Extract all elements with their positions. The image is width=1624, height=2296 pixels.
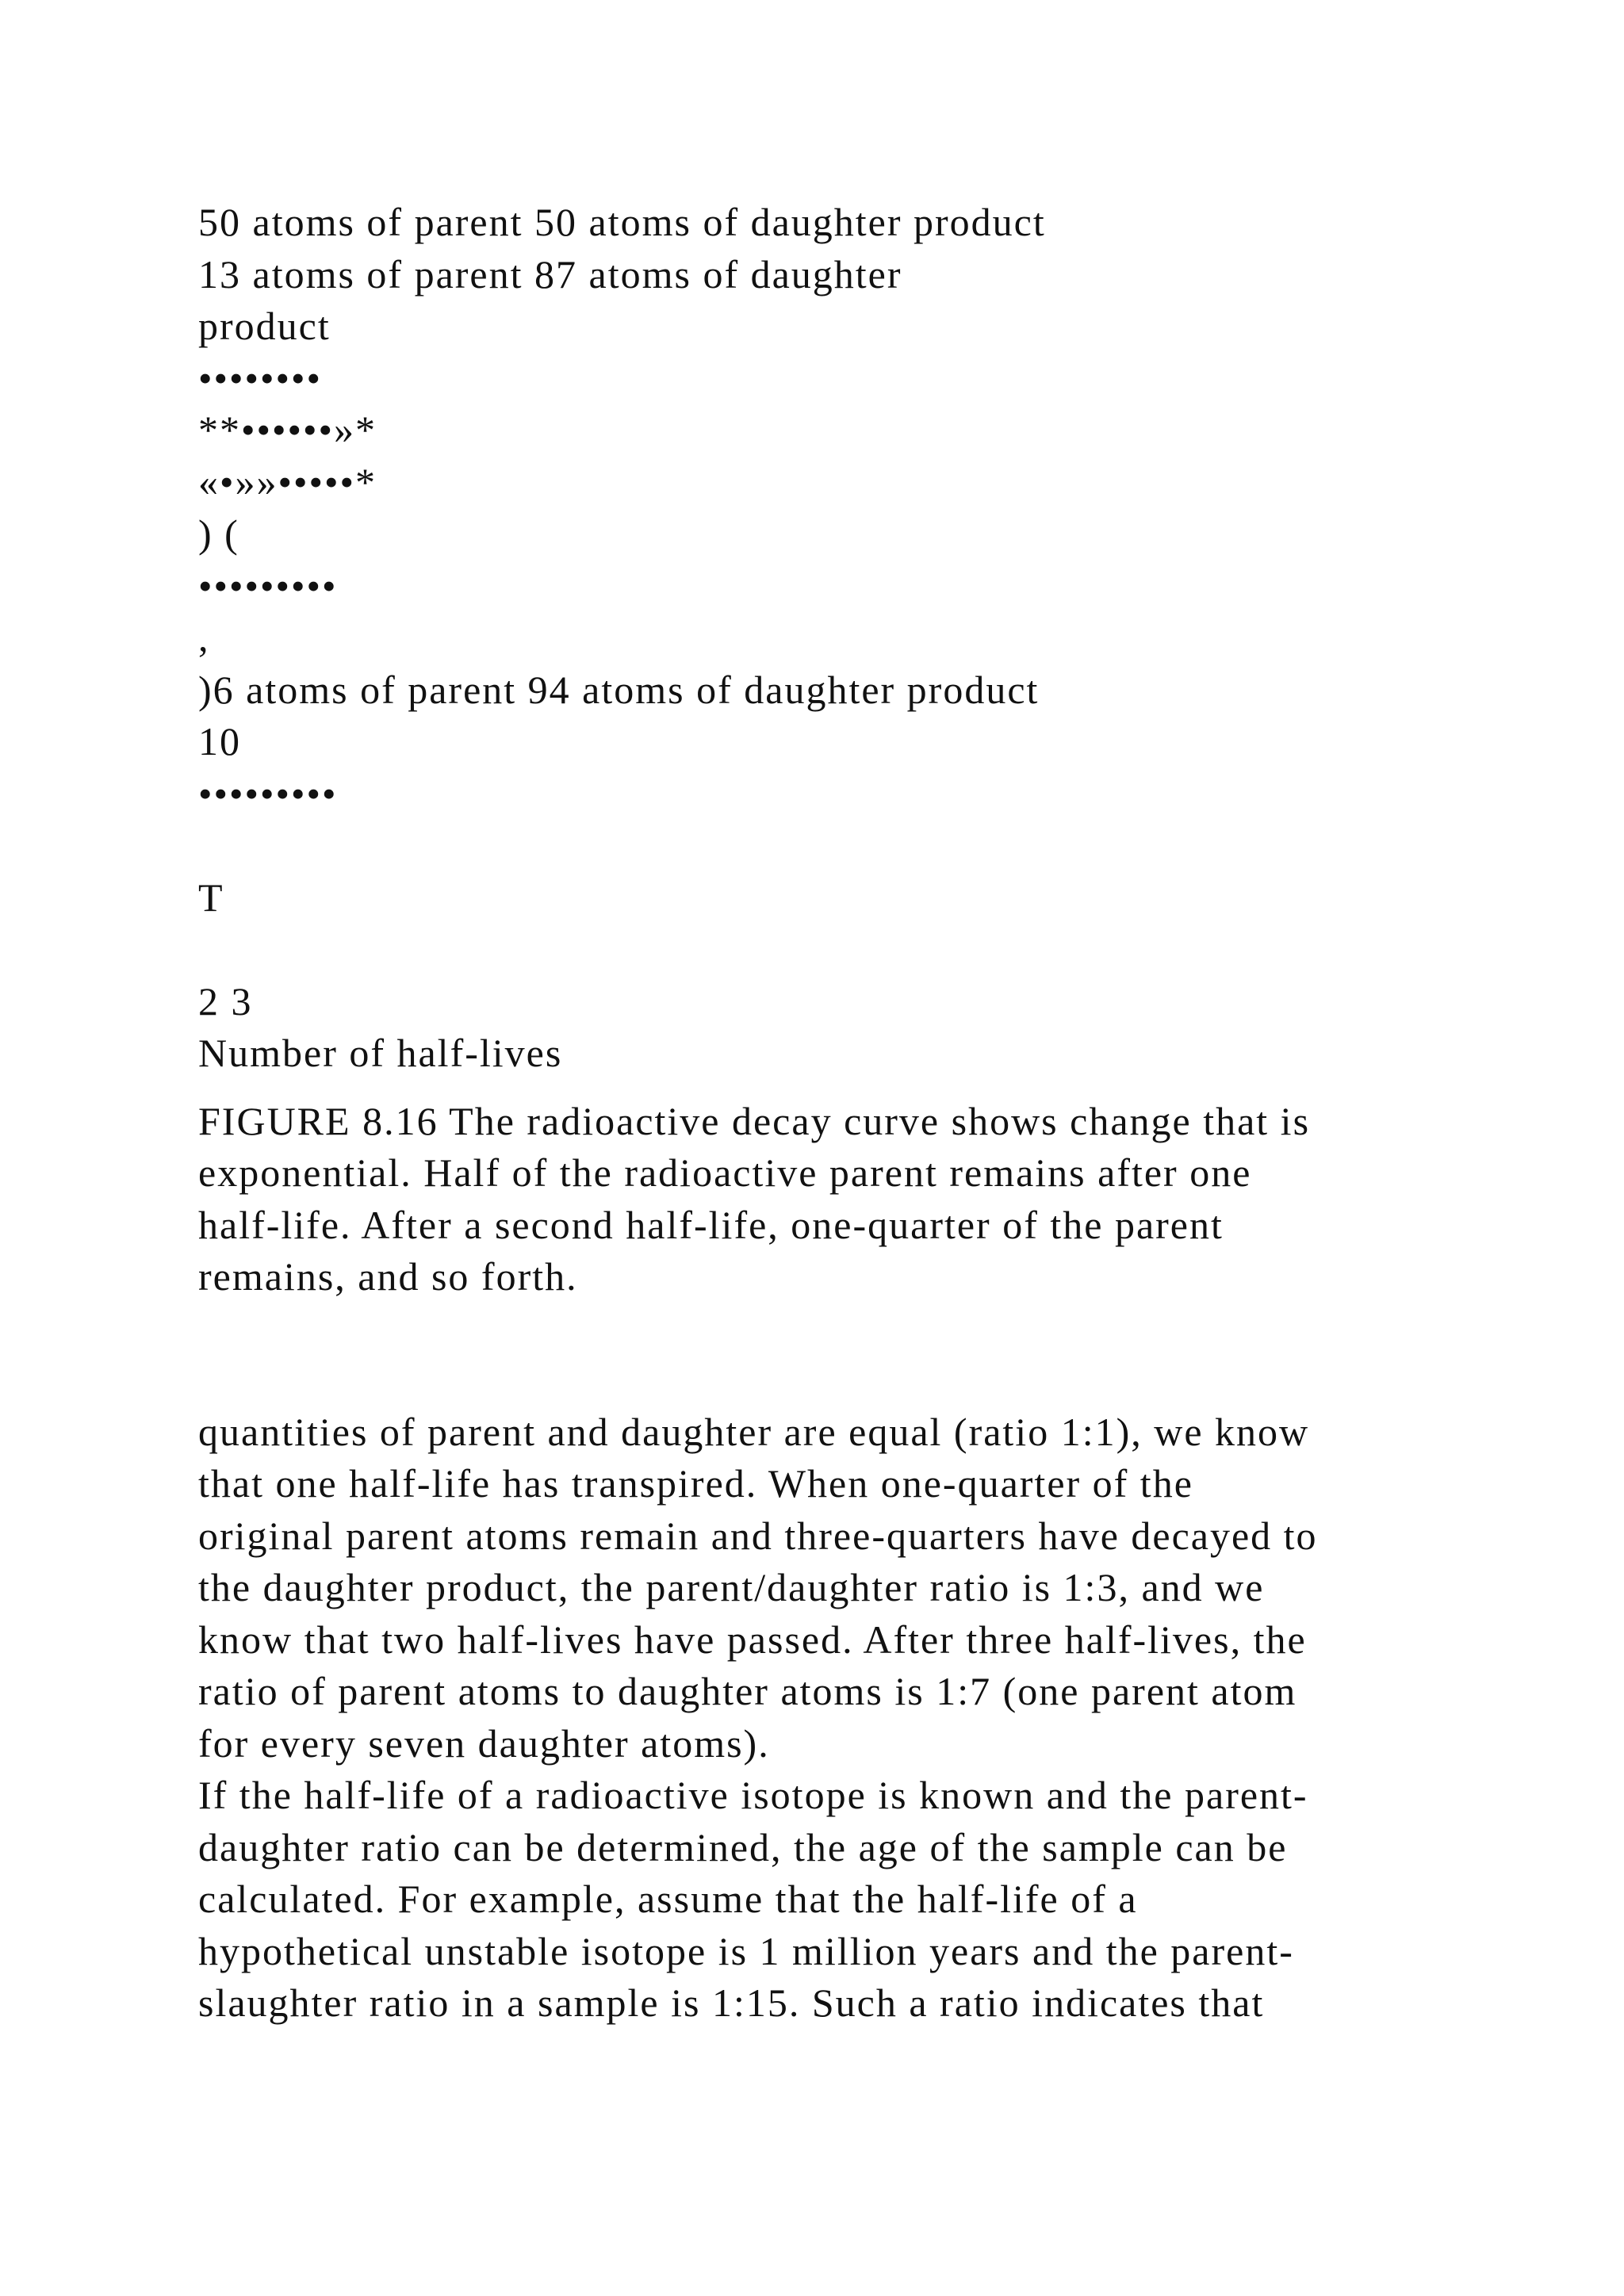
figure-line: •••••••••	[198, 771, 338, 816]
figure-axis-label: Number of half-lives	[198, 1031, 563, 1075]
figure-line: «•»»•••••*	[198, 459, 377, 504]
body-line: for every seven daughter atoms).	[198, 1720, 770, 1766]
body-line: that one half-life has transpired. When one-quarter of the	[198, 1461, 1193, 1506]
figure-line: ••••••••	[198, 355, 323, 400]
figure-line: 50 atoms of parent 50 atoms of daughter product	[198, 200, 1046, 244]
spacer	[198, 820, 1467, 872]
body-line: original parent atoms remain and three-quarters have decayed to	[198, 1513, 1318, 1558]
figure-line: 13 atoms of parent 87 atoms of daughter	[198, 251, 902, 297]
spacer	[198, 924, 1467, 976]
figure-line: 2 3	[198, 978, 253, 1024]
figure-text-fragment	[198, 197, 1467, 1080]
body-line: quantities of parent and daughter are equal (ratio 1:1), we know	[198, 1409, 1310, 1454]
figure-line: ,	[198, 615, 210, 660]
body-line: ratio of parent atoms to daughter atoms is 1:7 (one parent atom	[198, 1669, 1297, 1713]
spacer	[198, 1080, 1467, 1096]
figure-line: )6 atoms of parent 94 atoms of daughter product	[198, 667, 1040, 712]
figure-line: 10	[198, 719, 241, 763]
body-line: the daughter product, the parent/daughter ratio is 1:3, and we	[198, 1565, 1265, 1609]
figure-line: •••••••••	[198, 563, 338, 608]
body-line: daughter ratio can be determined, the age of the sample can be	[198, 1824, 1288, 1869]
figure-caption	[198, 1096, 1467, 1303]
figure-line: T	[198, 874, 224, 920]
caption-line: exponential. Half of the radioactive parent remains after one	[198, 1150, 1252, 1195]
spacer	[198, 1303, 1467, 1406]
caption-line: FIGURE 8.16 The radioactive decay curve shows change that is	[198, 1098, 1311, 1143]
body-paragraphs	[198, 1406, 1467, 2030]
body-line: calculated. For example, assume that the half-life of a	[198, 1877, 1138, 1921]
figure-line: product	[198, 304, 331, 348]
body-line: know that two half-lives have passed. After three half-lives, the	[198, 1617, 1307, 1662]
body-line: If the half-life of a radioactive isotope is known and the parent-	[198, 1773, 1308, 1817]
body-line: hypothetical unstable isotope is 1 million years and the parent-	[198, 1928, 1294, 1973]
figure-line: ) (	[198, 511, 239, 556]
body-line: slaughter ratio in a sample is 1:15. Such a ratio indicates that	[198, 1980, 1265, 2025]
document-page	[198, 197, 1467, 2030]
caption-line: remains, and so forth.	[198, 1254, 578, 1299]
figure-line: **••••••»*	[198, 408, 377, 452]
caption-line: half-life. After a second half-life, one-quarter of the parent	[198, 1202, 1224, 1247]
